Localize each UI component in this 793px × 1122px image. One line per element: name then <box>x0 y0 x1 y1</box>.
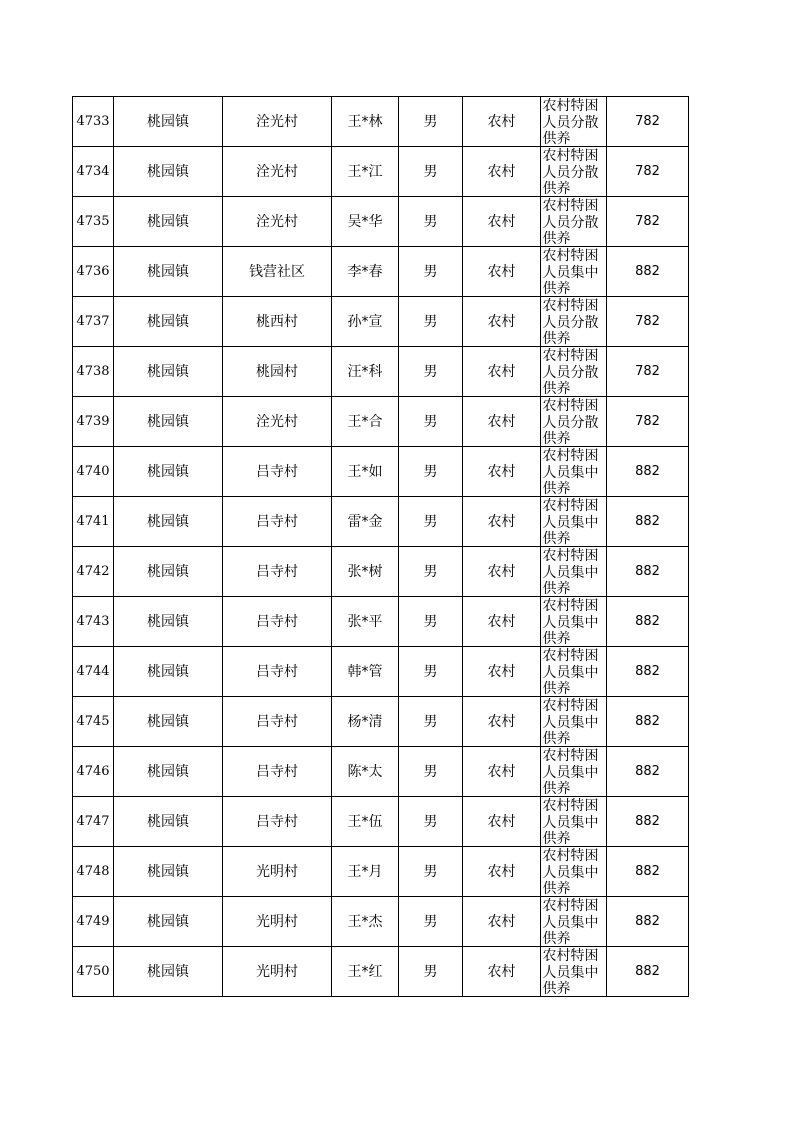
table-row <box>73 97 689 147</box>
support-type-text: 农村特困人员集中供养 <box>542 498 599 546</box>
cell-name: 王*杰 <box>332 897 399 947</box>
cell-town: 桃园镇 <box>114 897 223 947</box>
cell-name: 李*春 <box>332 247 399 297</box>
cell-id: 4743 <box>73 597 114 647</box>
support-type-text: 农村特困人员分散供养 <box>542 148 599 196</box>
cell-amount: 882 <box>607 747 689 797</box>
table-row <box>73 497 689 547</box>
cell-gender: 男 <box>399 247 463 297</box>
cell-support-type <box>541 97 607 147</box>
cell-village: 吕寺村 <box>223 647 332 697</box>
cell-support-type <box>541 747 607 797</box>
cell-residence: 农村 <box>463 447 541 497</box>
cell-village: 吕寺村 <box>223 547 332 597</box>
support-type-text: 农村特困人员集中供养 <box>542 748 599 796</box>
cell-amount: 882 <box>607 947 689 997</box>
table-row <box>73 547 689 597</box>
cell-village: 吕寺村 <box>223 697 332 747</box>
cell-support-type <box>541 347 607 397</box>
cell-id: 4746 <box>73 747 114 797</box>
cell-gender: 男 <box>399 147 463 197</box>
cell-village: 钱营社区 <box>223 247 332 297</box>
cell-gender: 男 <box>399 497 463 547</box>
cell-residence: 农村 <box>463 247 541 297</box>
cell-town: 桃园镇 <box>114 247 223 297</box>
support-type-text: 农村特困人员集中供养 <box>542 448 599 496</box>
cell-village: 洤光村 <box>223 97 332 147</box>
support-type-text: 农村特困人员集中供养 <box>542 648 599 696</box>
cell-town: 桃园镇 <box>114 147 223 197</box>
cell-amount: 882 <box>607 547 689 597</box>
cell-id: 4745 <box>73 697 114 747</box>
cell-gender: 男 <box>399 597 463 647</box>
cell-name: 王*江 <box>332 147 399 197</box>
table-row <box>73 397 689 447</box>
cell-amount: 882 <box>607 647 689 697</box>
cell-gender: 男 <box>399 897 463 947</box>
cell-support-type <box>541 697 607 747</box>
cell-id: 4737 <box>73 297 114 347</box>
cell-name: 王*林 <box>332 97 399 147</box>
cell-residence: 农村 <box>463 597 541 647</box>
cell-id: 4748 <box>73 847 114 897</box>
cell-residence: 农村 <box>463 197 541 247</box>
cell-town: 桃园镇 <box>114 447 223 497</box>
cell-name: 孙*宣 <box>332 297 399 347</box>
cell-support-type <box>541 647 607 697</box>
cell-residence: 农村 <box>463 497 541 547</box>
cell-gender: 男 <box>399 447 463 497</box>
cell-town: 桃园镇 <box>114 847 223 897</box>
cell-support-type <box>541 447 607 497</box>
cell-town: 桃园镇 <box>114 697 223 747</box>
roster-body <box>73 97 689 997</box>
cell-support-type <box>541 397 607 447</box>
table-row <box>73 897 689 947</box>
table-row <box>73 347 689 397</box>
cell-gender: 男 <box>399 547 463 597</box>
cell-town: 桃园镇 <box>114 197 223 247</box>
cell-support-type <box>541 497 607 547</box>
table-row <box>73 297 689 347</box>
cell-support-type <box>541 547 607 597</box>
cell-town: 桃园镇 <box>114 397 223 447</box>
cell-village: 光明村 <box>223 897 332 947</box>
cell-amount: 882 <box>607 247 689 297</box>
cell-support-type <box>541 197 607 247</box>
cell-amount: 882 <box>607 497 689 547</box>
cell-name: 吴*华 <box>332 197 399 247</box>
cell-town: 桃园镇 <box>114 297 223 347</box>
cell-town: 桃园镇 <box>114 647 223 697</box>
cell-name: 韩*管 <box>332 647 399 697</box>
cell-town: 桃园镇 <box>114 497 223 547</box>
cell-name: 杨*清 <box>332 697 399 747</box>
cell-amount: 782 <box>607 297 689 347</box>
cell-residence: 农村 <box>463 397 541 447</box>
cell-amount: 782 <box>607 197 689 247</box>
cell-village: 洤光村 <box>223 147 332 197</box>
support-type-text: 农村特困人员集中供养 <box>542 698 599 746</box>
cell-name: 王*伍 <box>332 797 399 847</box>
cell-amount: 882 <box>607 447 689 497</box>
cell-town: 桃园镇 <box>114 797 223 847</box>
support-type-text: 农村特困人员分散供养 <box>542 398 599 446</box>
cell-amount: 882 <box>607 797 689 847</box>
cell-amount: 882 <box>607 597 689 647</box>
cell-support-type <box>541 847 607 897</box>
cell-village: 桃园村 <box>223 347 332 397</box>
table-row <box>73 147 689 197</box>
table-row <box>73 197 689 247</box>
cell-id: 4738 <box>73 347 114 397</box>
cell-amount: 782 <box>607 97 689 147</box>
support-type-text: 农村特困人员分散供养 <box>542 98 599 146</box>
cell-residence: 农村 <box>463 847 541 897</box>
cell-support-type <box>541 147 607 197</box>
cell-village: 光明村 <box>223 847 332 897</box>
cell-support-type <box>541 597 607 647</box>
cell-village: 吕寺村 <box>223 597 332 647</box>
table-row <box>73 697 689 747</box>
support-type-text: 农村特困人员分散供养 <box>542 298 599 346</box>
cell-id: 4747 <box>73 797 114 847</box>
support-type-text: 农村特困人员集中供养 <box>542 798 599 846</box>
cell-village: 吕寺村 <box>223 797 332 847</box>
cell-residence: 农村 <box>463 797 541 847</box>
cell-name: 张*树 <box>332 547 399 597</box>
cell-id: 4739 <box>73 397 114 447</box>
support-type-text: 农村特困人员集中供养 <box>542 948 599 996</box>
cell-gender: 男 <box>399 847 463 897</box>
cell-id: 4740 <box>73 447 114 497</box>
cell-amount: 782 <box>607 347 689 397</box>
cell-residence: 农村 <box>463 547 541 597</box>
cell-name: 王*月 <box>332 847 399 897</box>
cell-gender: 男 <box>399 397 463 447</box>
cell-residence: 农村 <box>463 347 541 397</box>
table-row <box>73 647 689 697</box>
cell-id: 4744 <box>73 647 114 697</box>
cell-amount: 882 <box>607 897 689 947</box>
cell-residence: 农村 <box>463 97 541 147</box>
cell-village: 桃西村 <box>223 297 332 347</box>
cell-gender: 男 <box>399 797 463 847</box>
cell-village: 吕寺村 <box>223 747 332 797</box>
cell-amount: 882 <box>607 847 689 897</box>
cell-name: 王*合 <box>332 397 399 447</box>
cell-name: 雷*金 <box>332 497 399 547</box>
cell-town: 桃园镇 <box>114 747 223 797</box>
cell-name: 陈*太 <box>332 747 399 797</box>
table-row <box>73 797 689 847</box>
cell-village: 吕寺村 <box>223 497 332 547</box>
cell-id: 4733 <box>73 97 114 147</box>
cell-id: 4750 <box>73 947 114 997</box>
cell-residence: 农村 <box>463 747 541 797</box>
support-type-text: 农村特困人员集中供养 <box>542 598 599 646</box>
cell-town: 桃园镇 <box>114 597 223 647</box>
cell-residence: 农村 <box>463 897 541 947</box>
cell-residence: 农村 <box>463 697 541 747</box>
cell-name: 汪*科 <box>332 347 399 397</box>
cell-gender: 男 <box>399 747 463 797</box>
cell-id: 4736 <box>73 247 114 297</box>
cell-support-type <box>541 897 607 947</box>
cell-support-type <box>541 797 607 847</box>
cell-support-type <box>541 247 607 297</box>
table-row <box>73 597 689 647</box>
cell-id: 4742 <box>73 547 114 597</box>
cell-gender: 男 <box>399 197 463 247</box>
cell-town: 桃园镇 <box>114 347 223 397</box>
support-type-text: 农村特困人员分散供养 <box>542 198 599 246</box>
cell-name: 张*平 <box>332 597 399 647</box>
cell-gender: 男 <box>399 297 463 347</box>
cell-residence: 农村 <box>463 297 541 347</box>
cell-id: 4735 <box>73 197 114 247</box>
cell-support-type <box>541 297 607 347</box>
table-row <box>73 447 689 497</box>
table-row <box>73 847 689 897</box>
cell-gender: 男 <box>399 697 463 747</box>
cell-village: 吕寺村 <box>223 447 332 497</box>
cell-village: 洤光村 <box>223 197 332 247</box>
roster-table <box>72 96 689 997</box>
cell-amount: 782 <box>607 147 689 197</box>
cell-id: 4741 <box>73 497 114 547</box>
cell-gender: 男 <box>399 647 463 697</box>
support-type-text: 农村特困人员分散供养 <box>542 348 599 396</box>
cell-residence: 农村 <box>463 947 541 997</box>
cell-village: 光明村 <box>223 947 332 997</box>
cell-amount: 782 <box>607 397 689 447</box>
table-row <box>73 247 689 297</box>
cell-id: 4734 <box>73 147 114 197</box>
cell-gender: 男 <box>399 947 463 997</box>
cell-gender: 男 <box>399 347 463 397</box>
cell-town: 桃园镇 <box>114 547 223 597</box>
cell-support-type <box>541 947 607 997</box>
support-type-text: 农村特困人员集中供养 <box>542 898 599 946</box>
cell-id: 4749 <box>73 897 114 947</box>
cell-name: 王*如 <box>332 447 399 497</box>
cell-residence: 农村 <box>463 647 541 697</box>
cell-town: 桃园镇 <box>114 97 223 147</box>
cell-village: 洤光村 <box>223 397 332 447</box>
support-type-text: 农村特困人员集中供养 <box>542 248 599 296</box>
cell-residence: 农村 <box>463 147 541 197</box>
table-row <box>73 747 689 797</box>
cell-name: 王*红 <box>332 947 399 997</box>
cell-amount: 882 <box>607 697 689 747</box>
cell-gender: 男 <box>399 97 463 147</box>
table-row <box>73 947 689 997</box>
support-type-text: 农村特困人员集中供养 <box>542 548 599 596</box>
cell-town: 桃园镇 <box>114 947 223 997</box>
support-type-text: 农村特困人员集中供养 <box>542 848 599 896</box>
